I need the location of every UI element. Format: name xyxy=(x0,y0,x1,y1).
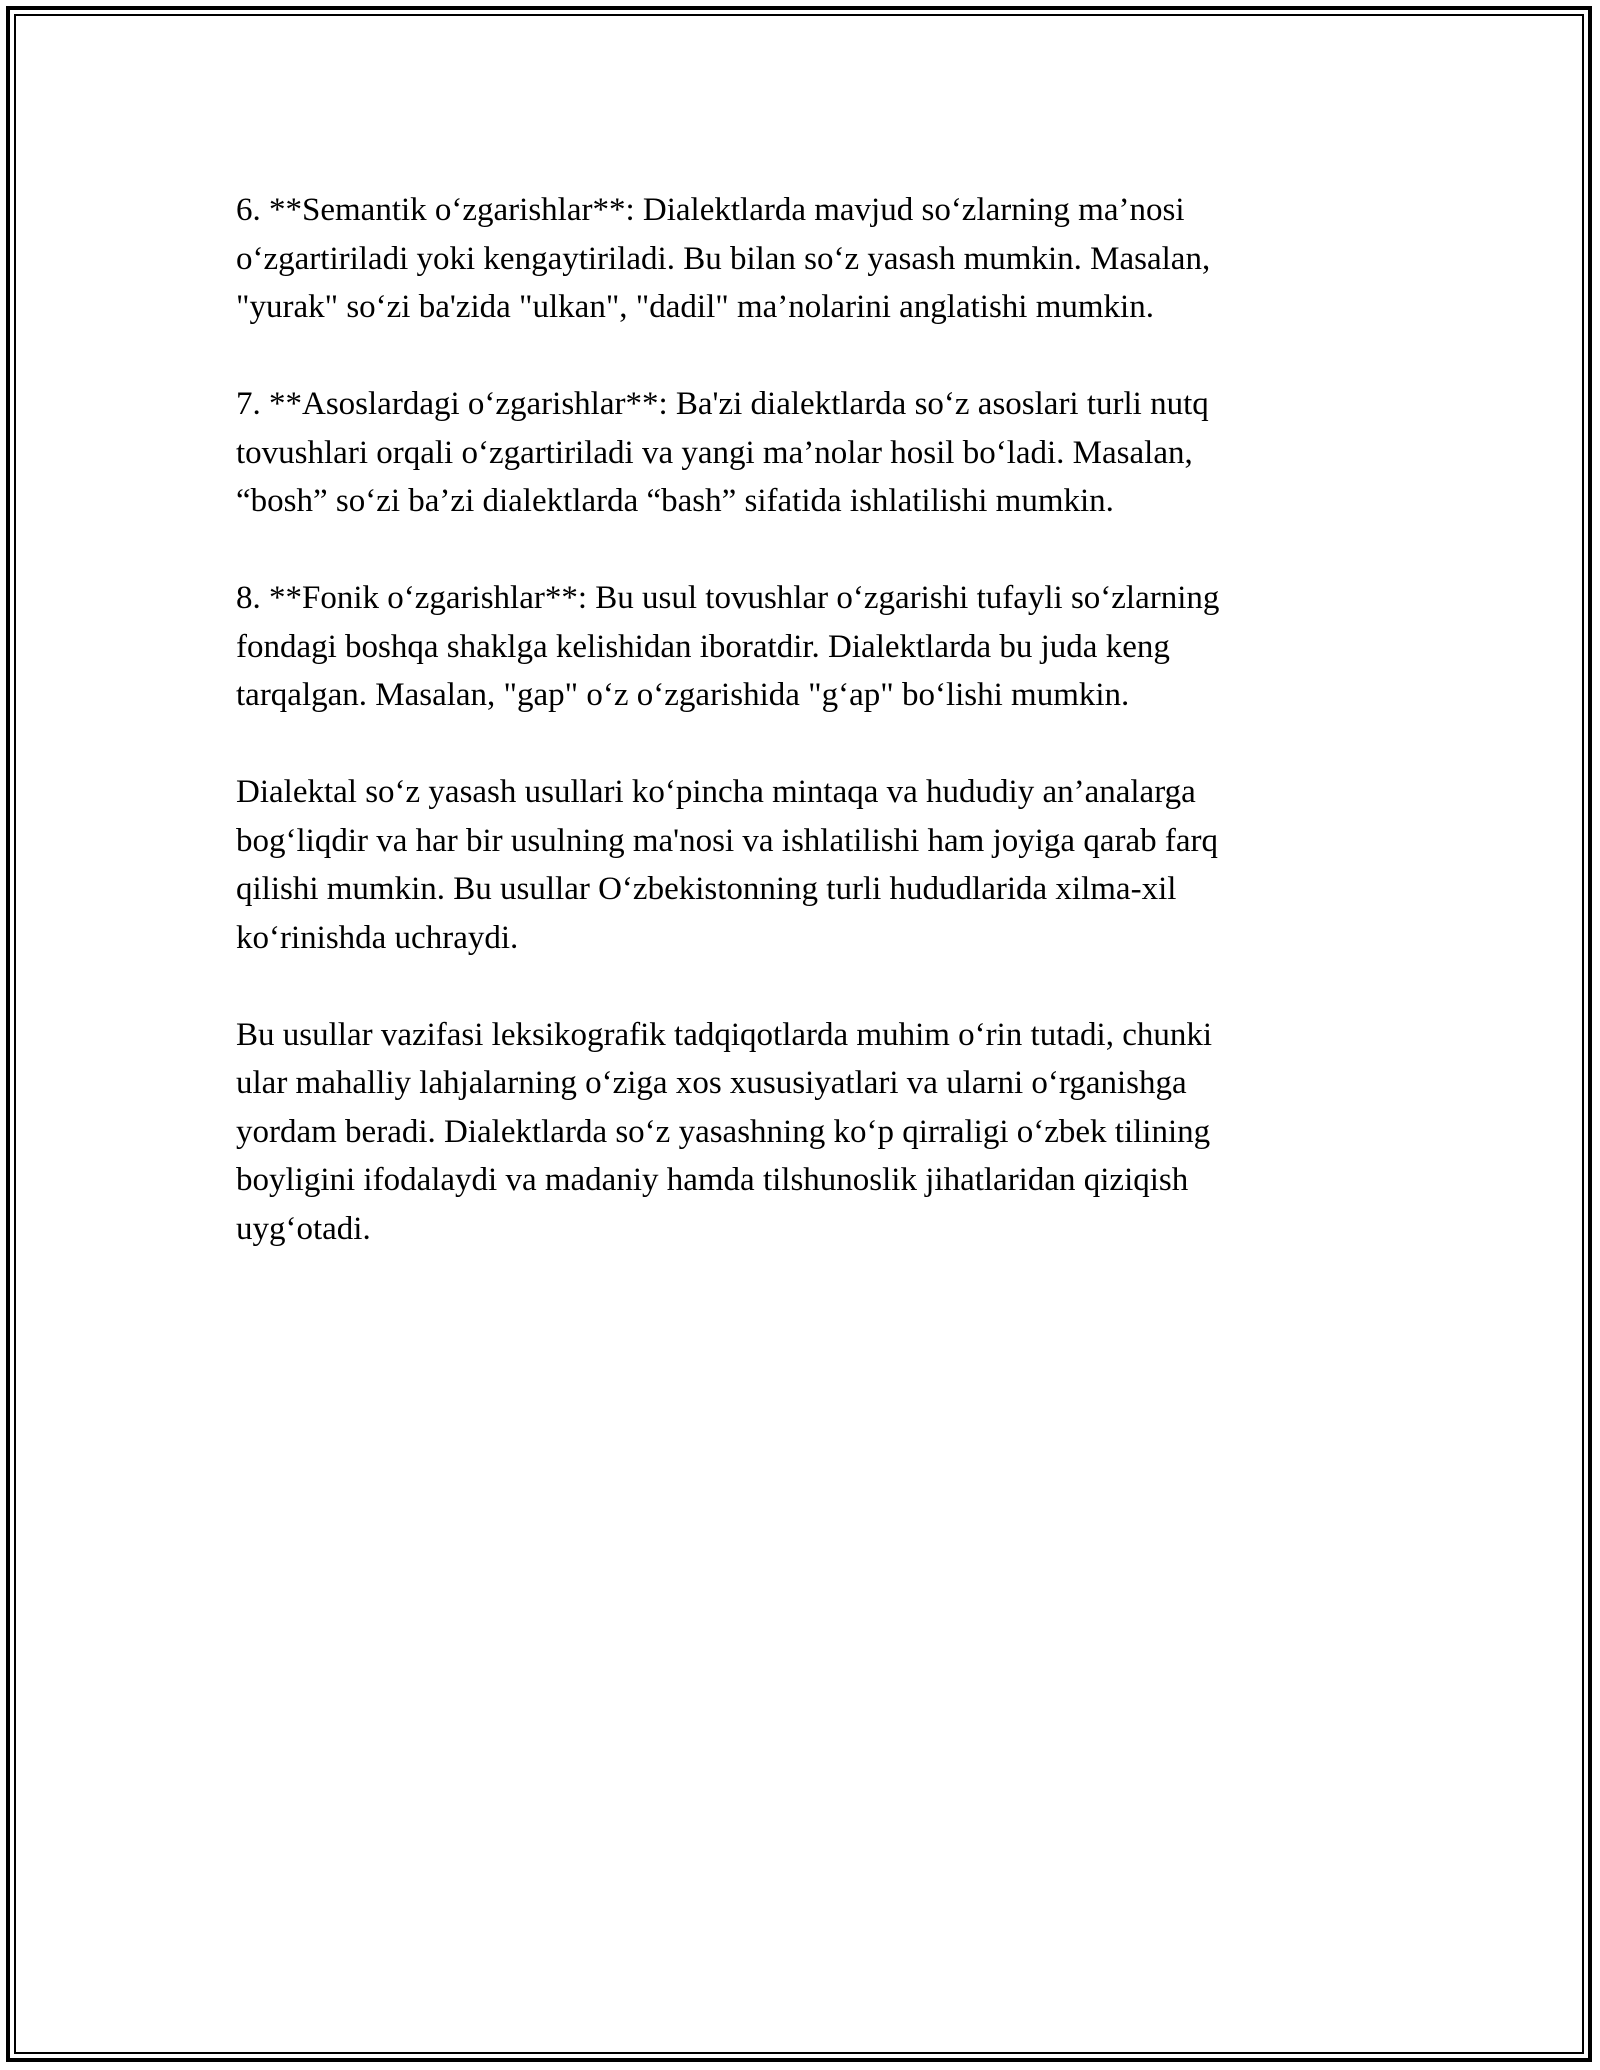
text-line: “bosh” so‘zi ba’zi dialektlarda “bash” sifatida ishlatilishi mumkin. xyxy=(236,483,1114,519)
text-line: o‘zgartiriladi yoki kengaytiriladi. Bu bilan so‘z yasash mumkin. Masalan, xyxy=(236,240,1211,277)
text-line: fondagi boshqa shaklga kelishidan iboratdir. Dialektlarda bu juda keng xyxy=(236,628,1170,665)
text-line: Dialektal so‘z yasash usullari ko‘pincha mintaqa va hududiy an’analarga xyxy=(236,774,1196,810)
text-line: ular mahalliy lahjalarning o‘ziga xos xususiyatlari va ularni o‘rganishga xyxy=(236,1065,1187,1101)
text-line: 7. **Asoslardagi o‘zgarishlar**: Ba'zi dialektlarda so‘z asoslari turli nutq xyxy=(236,386,1209,422)
text-line: yordam beradi. Dialektlarda so‘z yasashning ko‘p qirraligi o‘zbek tilining xyxy=(236,1113,1211,1150)
paragraph-conclusion xyxy=(236,1011,1376,1254)
text-line: tovushlari orqali o‘zgartiriladi va yangi ma’nolar hosil bo‘ladi. Masalan, xyxy=(236,434,1193,471)
text-line: boyligini ifodalaydi va madaniy hamda tilshunoslik jihatlaridan qiziqish xyxy=(236,1162,1189,1198)
text-line: uyg‘otadi. xyxy=(236,1210,371,1247)
text-line: bog‘liqdir va har bir usulning ma'nosi va ishlatilishi ham joyiga qarab farq xyxy=(236,822,1218,859)
paragraph-dialectal-methods xyxy=(236,768,1376,962)
text-line: Bu usullar vazifasi leksikografik tadqiqotlarda muhim o‘rin tutadi, chunki xyxy=(236,1016,1213,1053)
text-line: 8. **Fonik o‘zgarishlar**: Bu usul tovushlar o‘zgarishi tufayli so‘zlarning xyxy=(236,580,1220,616)
text-line: "yurak" so‘zi ba'zida "ulkan", "dadil" ma’nolarini anglatishi mumkin. xyxy=(236,289,1154,325)
paragraph-semantic-changes xyxy=(236,186,1376,332)
text-line: qilishi mumkin. Bu usullar O‘zbekistonning turli hududlarida xilma-xil xyxy=(236,871,1177,907)
paragraph-phonic-changes xyxy=(236,574,1376,720)
text-line: ko‘rinishda uchraydi. xyxy=(236,919,519,956)
document-body xyxy=(236,186,1376,1302)
paragraph-root-changes xyxy=(236,380,1376,526)
text-line: 6. **Semantik o‘zgarishlar**: Dialektlarda mavjud so‘zlarning ma’nosi xyxy=(236,192,1185,228)
text-line: tarqalgan. Masalan, "gap" o‘z o‘zgarishida "g‘ap" bo‘lishi mumkin. xyxy=(236,677,1130,713)
